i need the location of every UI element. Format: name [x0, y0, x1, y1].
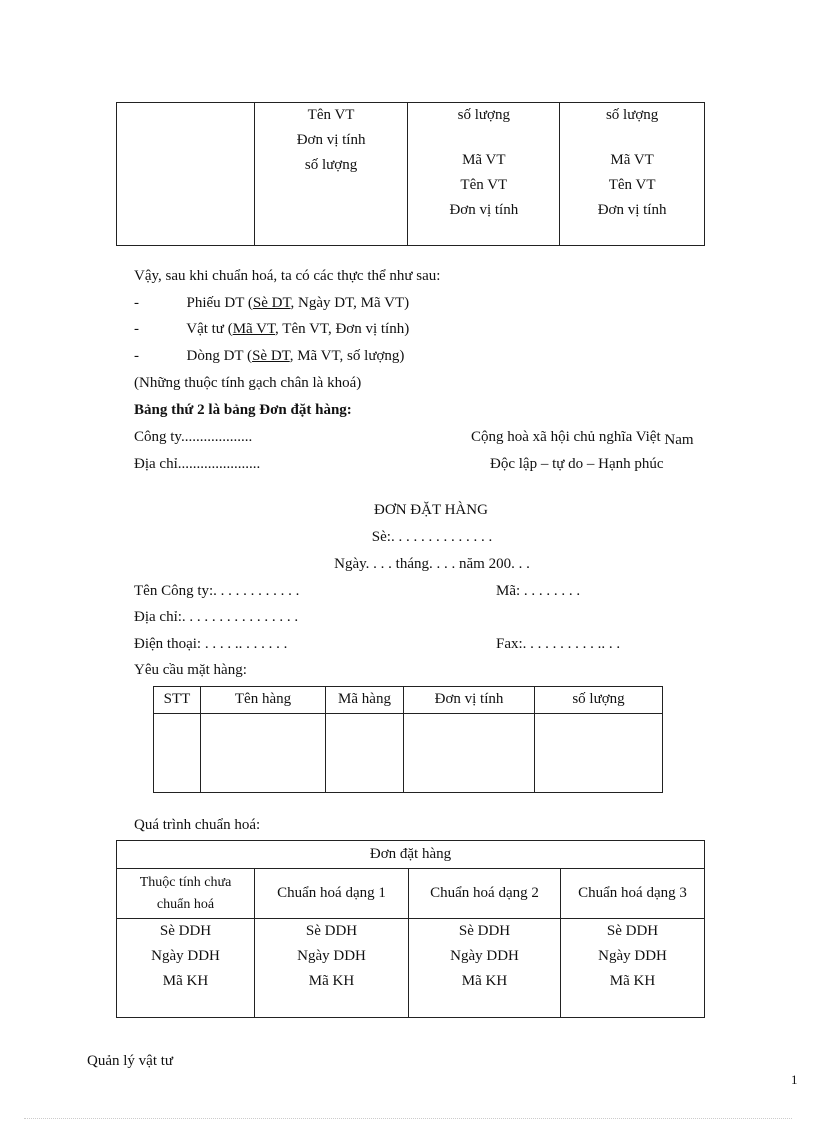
norm-value: Ngày DDH [151, 948, 220, 964]
nation-motto-1 [471, 429, 694, 446]
norm-header-2nf: Chuẩn hoá dạng 2 [409, 869, 561, 919]
cell-text: Tên VT [460, 177, 508, 193]
norm-header-line: chuẩn hoá [156, 896, 215, 912]
entity-pre: Dòng DT ( [186, 348, 253, 364]
top-table-col1 [117, 103, 255, 246]
entity-pre: Vật tư ( [186, 321, 233, 337]
norm-value: Ngày DDH [450, 948, 519, 964]
norm-value: Ngày DDH [598, 948, 667, 964]
norm-value: Mã KH [162, 973, 209, 989]
entity-key: Sè DT [252, 295, 291, 311]
company-line: Công ty................... [134, 429, 253, 445]
top-table-col3 [408, 103, 560, 246]
norm-values-col3 [409, 919, 561, 1018]
top-table-col4 [560, 103, 705, 246]
top-table-col2 [254, 103, 408, 246]
items-header-qty: số lượng [535, 687, 663, 714]
items-cell [154, 714, 201, 793]
top-table [116, 102, 705, 246]
items-cell [201, 714, 326, 793]
entities-intro: Vậy, sau khi chuẩn hoá, ta có các thực thể như sau: [134, 268, 441, 284]
items-cell [535, 714, 663, 793]
norm-value: Sè DDH [159, 923, 212, 939]
norm-values-col1 [117, 919, 255, 1018]
cell-text: Đơn vị tính [449, 202, 519, 218]
cell-text: Tên VT [608, 177, 656, 193]
entity-dash: - [134, 295, 139, 311]
entity-dash: - [134, 348, 139, 364]
entity-post: , Ngày DT, Mã VT) [290, 295, 410, 311]
items-header-name: Tên hàng [201, 687, 326, 714]
items-cell [326, 714, 404, 793]
norm-value: Mã KH [308, 973, 355, 989]
entity-item [134, 295, 409, 312]
norm-values-col4 [561, 919, 705, 1018]
cell-text: số lượng [457, 107, 510, 123]
address-line: Địa chỉ...................... [134, 456, 261, 472]
norm-values-col2 [255, 919, 409, 1018]
page-number: 1 [791, 1072, 798, 1087]
request-label: Yêu cầu mặt hàng: [134, 662, 247, 678]
norm-header-1nf: Chuẩn hoá dạng 1 [255, 869, 409, 919]
entity-dash: - [134, 321, 139, 337]
normalization-title: Đơn đặt hàng [117, 841, 705, 869]
table2-heading: Bảng thứ 2 là bảng Đơn đặt hàng: [134, 402, 352, 418]
order-number: Sè:. . . . . . . . . . . . . . [371, 529, 493, 545]
customer-phone: Điện thoại: . . . . .. . . . . . . [134, 636, 288, 652]
cell-text: Tên VT [307, 107, 355, 123]
cell-text: Mã VT [610, 152, 654, 168]
nation-motto-1-end: Nam [664, 432, 694, 448]
customer-code: Mã: . . . . . . . . [496, 583, 581, 599]
norm-value: Mã KH [609, 973, 656, 989]
items-cell [404, 714, 535, 793]
customer-address: Địa chỉ:. . . . . . . . . . . . . . . . [134, 609, 299, 625]
cell-text: Đơn vị tính [296, 132, 366, 148]
norm-value: Sè DDH [305, 923, 358, 939]
cell-text: số lượng [605, 107, 659, 123]
entity-post: , Mã VT, số lượng) [289, 348, 405, 364]
cell-text: Đơn vị tính [597, 202, 667, 218]
entity-pre: Phiếu DT ( [186, 295, 253, 311]
cell-text: số lượng [304, 157, 358, 173]
customer-company: Tên Công ty:. . . . . . . . . . . . [134, 583, 300, 599]
norm-header-3nf: Chuẩn hoá dạng 3 [561, 869, 705, 919]
cell-text: Mã VT [462, 152, 506, 168]
normalization-label: Quá trình chuẩn hoá: [134, 817, 261, 833]
entity-key: Sè DT [252, 348, 290, 364]
customer-fax: Fax:. . . . . . . . . . .. . . [496, 636, 621, 652]
norm-value: Mã KH [461, 973, 508, 989]
items-table [153, 686, 663, 793]
normalization-table [116, 840, 705, 1018]
norm-value: Sè DDH [606, 923, 659, 939]
entity-item [134, 321, 409, 338]
nation-motto-2: Độc lập – tự do – Hạnh phúc [490, 456, 664, 472]
page-bottom-rule [24, 1118, 792, 1119]
items-header-stt: STT [154, 687, 201, 714]
entity-key: Mã VT [232, 321, 276, 337]
items-header-unit: Đơn vị tính [404, 687, 535, 714]
items-header-code: Mã hàng [326, 687, 404, 714]
key-note: (Những thuộc tính gạch chân là khoá) [134, 375, 362, 391]
norm-value: Sè DDH [458, 923, 511, 939]
norm-header-line: Thuộc tính chưa [139, 874, 232, 890]
order-title: ĐƠN ĐẶT HÀNG [374, 502, 488, 518]
entity-item [134, 348, 404, 365]
norm-value: Ngày DDH [297, 948, 366, 964]
nation-motto-1-text: Cộng hoà xã hội chủ nghĩa Việt [471, 429, 661, 445]
footer-title: Quản lý vật tư [87, 1053, 174, 1069]
norm-header-unnormalized [117, 869, 255, 919]
order-date: Ngày. . . . tháng. . . . năm 200. . . [334, 556, 530, 572]
entity-post: , Tên VT, Đơn vị tính) [275, 321, 410, 337]
